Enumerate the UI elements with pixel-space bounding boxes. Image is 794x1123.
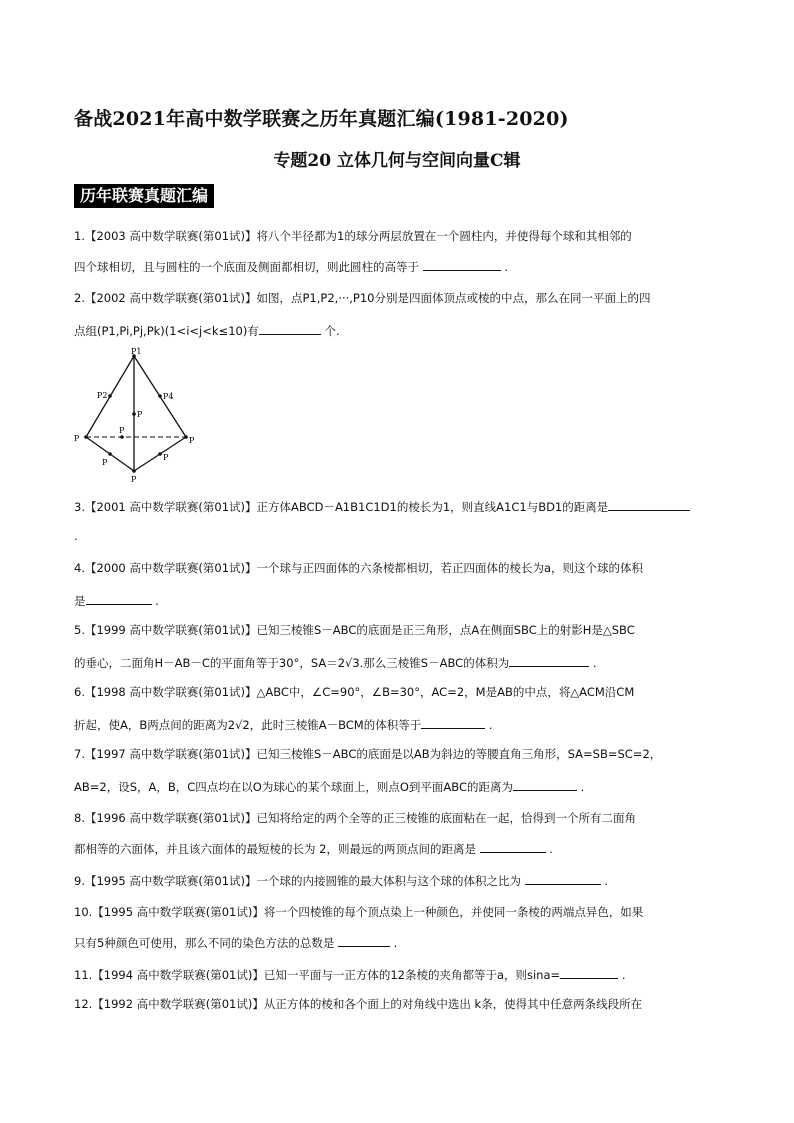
- problem-3-line-1: 3.【2001 高中数学联赛(第01试)】正方体ABCD－A1B1C1D1的棱长为1，则直线A1C1与BD1的距离是: [74, 498, 690, 515]
- label-p4: P4: [163, 392, 174, 401]
- problem-4-line-1: 4.【2000 高中数学联赛(第01试)】一个球与正四面体的六条棱都相切，若正四面体的棱长为a，则这个球的体积: [74, 561, 644, 575]
- problem-2-line-1: 2.【2002 高中数学联赛(第01试)】如图，点P1,P2,···,P10分别是四面体顶点或棱的中点，那么在同一平面上的四: [74, 291, 651, 305]
- tetrahedron-figure: [72, 346, 202, 486]
- answer-blank: [259, 322, 321, 335]
- answer-blank: [560, 966, 618, 979]
- document-title: 备战2021年高中数学联赛之历年真题汇编(1981-2020): [74, 108, 569, 130]
- problem-5-line-2: 的垂心，二面角H－AB－C的平面角等于30°，SA＝2√3.那么三棱锥S－ABC的体积为 .: [74, 656, 597, 670]
- answer-blank: [421, 716, 485, 729]
- label-p: P: [74, 434, 80, 443]
- problem-1-line-1: 1.【2003 高中数学联赛(第01试)】将八个半径都为1的球分两层放置在一个圆柱内，并使得每个球和其相邻的: [74, 229, 632, 243]
- section-heading: 历年联赛真题汇编: [74, 184, 214, 208]
- document-subtitle: 专题20 立体几何与空间向量C辑: [273, 151, 521, 171]
- label-p: P: [189, 436, 195, 445]
- label-p2: P2: [97, 391, 108, 400]
- problem-10-line-1: 10.【1995 高中数学联赛(第01试)】将一个四棱锥的每个顶点染上一种颜色，并使同一条棱的两端点异色，如果: [74, 905, 644, 919]
- label-p: P: [119, 426, 125, 435]
- problem-2-line-2: 点组(P1,Pi,Pj,Pk)(1<i<j<k≤10)有 个.: [74, 324, 340, 338]
- label-p: P: [102, 458, 108, 467]
- problem-9-line-1: 9.【1995 高中数学联赛(第01试)】一个球的内接圆锥的最大体积与这个球的体积之比为 .: [74, 874, 608, 888]
- label-p: P: [131, 475, 137, 484]
- answer-blank: [525, 872, 601, 885]
- answer-blank: [513, 778, 577, 791]
- answer-blank: [338, 934, 390, 947]
- problem-8-line-2: 都相等的六面体，并且该六面体的最短棱的长为 2，则最远的两顶点间的距离是 .: [74, 842, 553, 856]
- label-p1: P1: [131, 347, 142, 356]
- problem-10-line-2: 只有5种颜色可使用，那么不同的染色方法的总数是 .: [74, 936, 398, 950]
- answer-blank: [86, 592, 152, 605]
- problem-3-line-2: .: [74, 529, 78, 543]
- label-p: P: [163, 453, 169, 462]
- answer-blank: [608, 498, 690, 511]
- problem-8-line-1: 8.【1996 高中数学联赛(第01试)】已知将给定的两个全等的正三棱锥的底面粘在一起，恰得到一个所有二面角: [74, 811, 636, 825]
- problem-12-line-1: 12.【1992 高中数学联赛(第01试)】从正方体的棱和各个面上的对角线中选出 k条，使得其中任意两条线段所在: [74, 997, 643, 1011]
- problem-7-line-1: 7.【1997 高中数学联赛(第01试)】已知三棱锥S－ABC的底面是以AB为斜边的等腰直角三角形，SA=SB=SC=2，: [74, 747, 662, 761]
- problem-7-line-2: AB=2，设S，A，B，C四点均在以O为球心的某个球面上，则点O到平面ABC的距离为 .: [74, 780, 585, 794]
- problem-1-line-2: 四个球相切，且与圆柱的一个底面及侧面都相切，则此圆柱的高等于 .: [74, 260, 508, 274]
- problem-6-line-1: 6.【1998 高中数学联赛(第01试)】△ABC中，∠C=90°，∠B=30°，AC=2，M是AB的中点，将△ACM沿CM: [74, 685, 635, 699]
- answer-blank: [509, 654, 589, 667]
- answer-blank: [423, 258, 501, 271]
- answer-blank: [480, 840, 546, 853]
- problem-5-line-1: 5.【1999 高中数学联赛(第01试)】已知三棱锥S－ABC的底面是正三角形，点A在侧面SBC上的射影H是△SBC: [74, 623, 635, 637]
- label-p: P: [137, 410, 143, 419]
- problem-4-line-2: 是 .: [74, 594, 159, 608]
- problem-6-line-2: 折起，使A，B两点间的距离为2√2，此时三棱锥A－BCM的体积等于 .: [74, 718, 493, 732]
- problem-11-line-1: 11.【1994 高中数学联赛(第01试)】已知一平面与一正方体的12条棱的夹角都等于a，则sina= .: [74, 968, 626, 982]
